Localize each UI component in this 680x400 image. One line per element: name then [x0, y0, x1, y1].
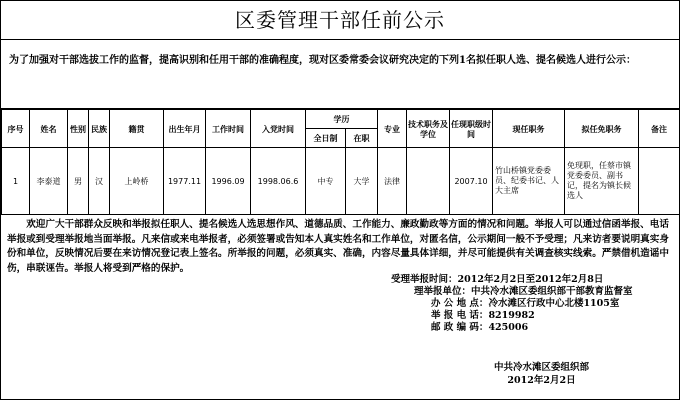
zip-row — [391, 322, 633, 334]
cell-current-post: 竹山桥镇党委委员、纪委书记、人大主席 — [493, 148, 565, 215]
header-current-post: 现任职务 — [493, 110, 565, 148]
header-work-time: 工作时间 — [206, 110, 251, 148]
cell-inservice: 大学 — [346, 148, 378, 215]
header-rank-time: 任现职级时间 — [450, 110, 493, 148]
cell-rank-time: 2007.10 — [450, 148, 493, 215]
header-seq: 序号 — [2, 110, 30, 148]
cell-remark — [639, 148, 680, 215]
phone-row — [391, 310, 633, 322]
unit-row — [391, 286, 633, 298]
header-title-degree: 技术职务及学位 — [407, 110, 450, 148]
cell-proposed-post: 免现职，任蔡市镇党委委员、副书记，提名为镇长候选人 — [565, 148, 639, 215]
cell-party-time: 1998.06.6 — [251, 148, 306, 215]
cell-seq: 1 — [2, 148, 30, 215]
signature-date: 2012年2月2日 — [507, 375, 576, 386]
cell-fulltime: 中专 — [306, 148, 346, 215]
cell-work-time: 1996.09 — [206, 148, 251, 215]
cell-gender: 男 — [68, 148, 89, 215]
period-value: 2012年2月2日至2012年2月8日 — [457, 274, 604, 285]
signature-org: 中共冷水滩区委组织部 — [494, 362, 590, 373]
cell-major: 法律 — [378, 148, 407, 215]
header-gender: 性别 — [68, 110, 89, 148]
cell-ethnicity: 汉 — [89, 148, 110, 215]
header-name: 姓名 — [30, 110, 68, 148]
period-label: 受理举报时间： — [391, 274, 458, 285]
address-value: 冷水滩区行政中心北楼1105室 — [488, 298, 620, 309]
header-proposed-post: 拟任免职务 — [565, 110, 639, 148]
unit-label: 理举报单位： — [414, 286, 472, 297]
address-label: 办 公 地 点： — [431, 298, 489, 309]
intro-section — [1, 40, 679, 109]
period-row — [391, 274, 633, 286]
unit-value: 中共冷水滩区委组织部干部教育监督室 — [471, 286, 633, 297]
header-origin: 籍贯 — [110, 110, 164, 148]
phone-value: 8219982 — [488, 310, 535, 321]
table-header-row — [2, 110, 680, 129]
body-text: 欢迎广大干部群众反映和举报拟任职人、提名候选人选思想作风、道德品质、工作能力、廉政勤政等方面的情况和问题。举报人可以通过信函举报、电话举报或到受理举报地当面举报。凡来信或来电举报者，必须签署或告知本人真实姓名和工作单位，对匿名信，公示期间一般不予受理；凡来访者要说明真实身份和单位，反映情况后要在来访情况登记表上签名。所举报的问题，必须真实、准确，内容尽量具体详细，并尽可能提供有关调查核实线索。严禁借机造谣中伤，串联诬告。举报人将受到严格的保护。 — [7, 219, 669, 274]
intro-text: 为了加强对干部选拔工作的监督，提高识别和任用干部的准确程度，现对区委常委会议研究决定的下列1名拟任职人选、提名候选人进行公示： — [9, 55, 636, 66]
address-row — [391, 298, 633, 310]
header-birth: 出生年月 — [164, 110, 206, 148]
zip-value: 425006 — [488, 322, 529, 333]
header-inservice: 在职 — [346, 129, 378, 148]
candidate-table — [1, 109, 680, 215]
zip-label: 邮 政 编 码： — [431, 322, 489, 333]
contact-info — [391, 274, 633, 334]
table-row — [2, 148, 680, 215]
cell-origin: 上岭桥 — [110, 148, 164, 215]
header-remark: 备注 — [639, 110, 680, 148]
header-major: 专业 — [378, 110, 407, 148]
header-education: 学历 — [306, 110, 378, 129]
cell-title-degree — [407, 148, 450, 215]
page-title: 区委管理干部任前公示 — [1, 1, 679, 40]
header-party-time: 入党时间 — [251, 110, 306, 148]
cell-name: 李泰道 — [30, 148, 68, 215]
cell-birth: 1977.11 — [164, 148, 206, 215]
header-ethnicity: 民族 — [89, 110, 110, 148]
phone-label: 举 报 电 话： — [431, 310, 489, 321]
signature-block — [494, 361, 589, 387]
header-fulltime: 全日制 — [306, 129, 346, 148]
